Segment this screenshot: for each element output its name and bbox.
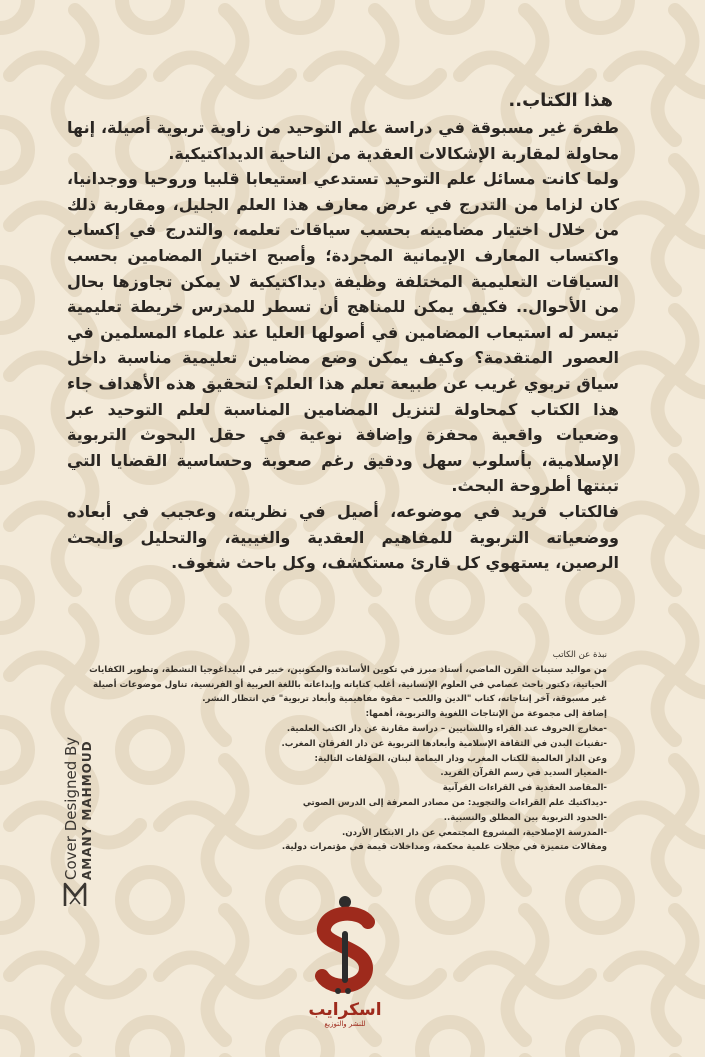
works-item: ومقالات متميزة في مجلات علمية محكمة، ومداخلات قيمة في مؤتمرات دولية. bbox=[281, 842, 607, 853]
works-item: -المعيار السديد في رسم القرآن الفريد. bbox=[440, 768, 607, 779]
designer-monogram-icon bbox=[62, 880, 88, 908]
designer-credit bbox=[62, 736, 102, 880]
book-description bbox=[67, 115, 619, 576]
description-paragraph: طفرة غير مسبوقة في دراسة علم التوحيد من زاوية تربوية أصيلة، إنها محاولة لمقاربة الإشكالات العقدية من الناحية الديداكتيكية. bbox=[67, 118, 619, 163]
description-paragraph: فالكتاب فريد في موضوعه، أصيل في نظريته، وعجيب في أبعاده ووضعياته التربوية للمفاهيم العقدية والغيبية، والتحليل والبحث الرصين، يستهوي كل قارئ مستكشف، وكل باحث شغوف. bbox=[67, 501, 619, 573]
publisher-name: اسكرايب bbox=[308, 1000, 382, 1020]
section-heading: هذا الكتاب.. bbox=[508, 90, 613, 111]
designer-credit-text bbox=[62, 737, 94, 880]
works-item: -ديداكتيك علم القراءات والتجويد: من مصادر المعرفة إلى الدرس الصوتي bbox=[302, 797, 607, 808]
bio-title: نبذة عن الكاتب bbox=[552, 650, 607, 660]
bio-paragraph: من مواليد ستينات القرن الماضي، أستاذ مبرز في تكوين الأساتذة والمكونين، خبير في البيداغوجيا النشطة، وتطوير الكفايات الحياتية، دكتور باحث عصامي في العلوم الإنسانية، أغلب كتاباته وإبداعاته باللغة العربية أو الفرنسية، تناول موضوعات أصيلة غير مسبوقة، آخر إنتاجاته، كتاب "الدين واللعب – مقوة مفاهيمية وأبعاد تربوية" في انتظار النشر. bbox=[89, 664, 607, 705]
works-item: وعن الدار العالمية للكتاب المغرب ودار اليمامة لبنان، المؤلفات التالية: bbox=[314, 753, 607, 764]
designer-credit-label: Cover Designed By bbox=[62, 736, 80, 880]
works-intro: إضافة إلى مجموعة من الإنتاجات اللغوية والتربوية، أهمها: bbox=[365, 709, 607, 720]
works-item: -المدرسة الإصلاحية، المشروع المجتمعي عن دار الابتكار الأردن. bbox=[341, 827, 607, 838]
publisher-tagline: للنشر والتوزيع bbox=[324, 1020, 366, 1028]
designer-name: AMANY MAHMOUD bbox=[80, 740, 94, 880]
description-paragraph: ولما كانت مسائل علم التوحيد تستدعي استيعابا قلبيا وروحيا ووجدانيا، كان لزاما من التدرج في عرض معارف هذا العلم الجليل، ومقاربة ذلك من خلال اختيار مضامينه بحسب سياقات تعلمه، والتدرج في إكساب واكتساب المعارف الإيمانية المجردة؛ وأصبح اختيار المضامين بحسب السياقات التعليمية المختلفة وظيفة ديداكتيكية لا يمكن تجاوزها بحال من الأحوال.. فكيف يمكن للمناهج أن تسطر للمدرس خريطة تعليمية تيسر له استيعاب المضامين في أصولها العليا عند علماء المسلمين في العصور المتقدمة؟ وكيف يمكن وضع مضامين تعليمية مناسبة داخل سياق تربوي غريب عن طبيعة تعلم هذا العلم؟ لتحقيق هذه الأهداف جاء هذا الكتاب كمحاولة لتنزيل المضامين المناسبة لعلم التوحيد عبر وضعيات واقعية محفزة وإضافة نوعية في حقل البحوث التربوية الإسلامية، بأسلوب سهل ودقيق رغم صعوبة وحساسية القضايا التي تبنتها أطروحة البحث. bbox=[67, 169, 619, 496]
publisher-logo-icon bbox=[290, 888, 400, 1018]
author-bio bbox=[87, 648, 607, 855]
works-item: -تقنيات البدن في الثقافة الإسلامية وأبعادها التربوية عن دار الفرقان المغرب. bbox=[281, 738, 607, 749]
works-item: -الحدود التربوية بين المطلق والنسبية.. bbox=[443, 812, 607, 823]
works-item: -المقاصد العقدية في القراءات القرآنية bbox=[442, 783, 607, 794]
works-item: -مخارج الحروف عند القراء واللسانيين – دراسة مقارنة عن دار الكتب العلمية. bbox=[286, 723, 607, 734]
